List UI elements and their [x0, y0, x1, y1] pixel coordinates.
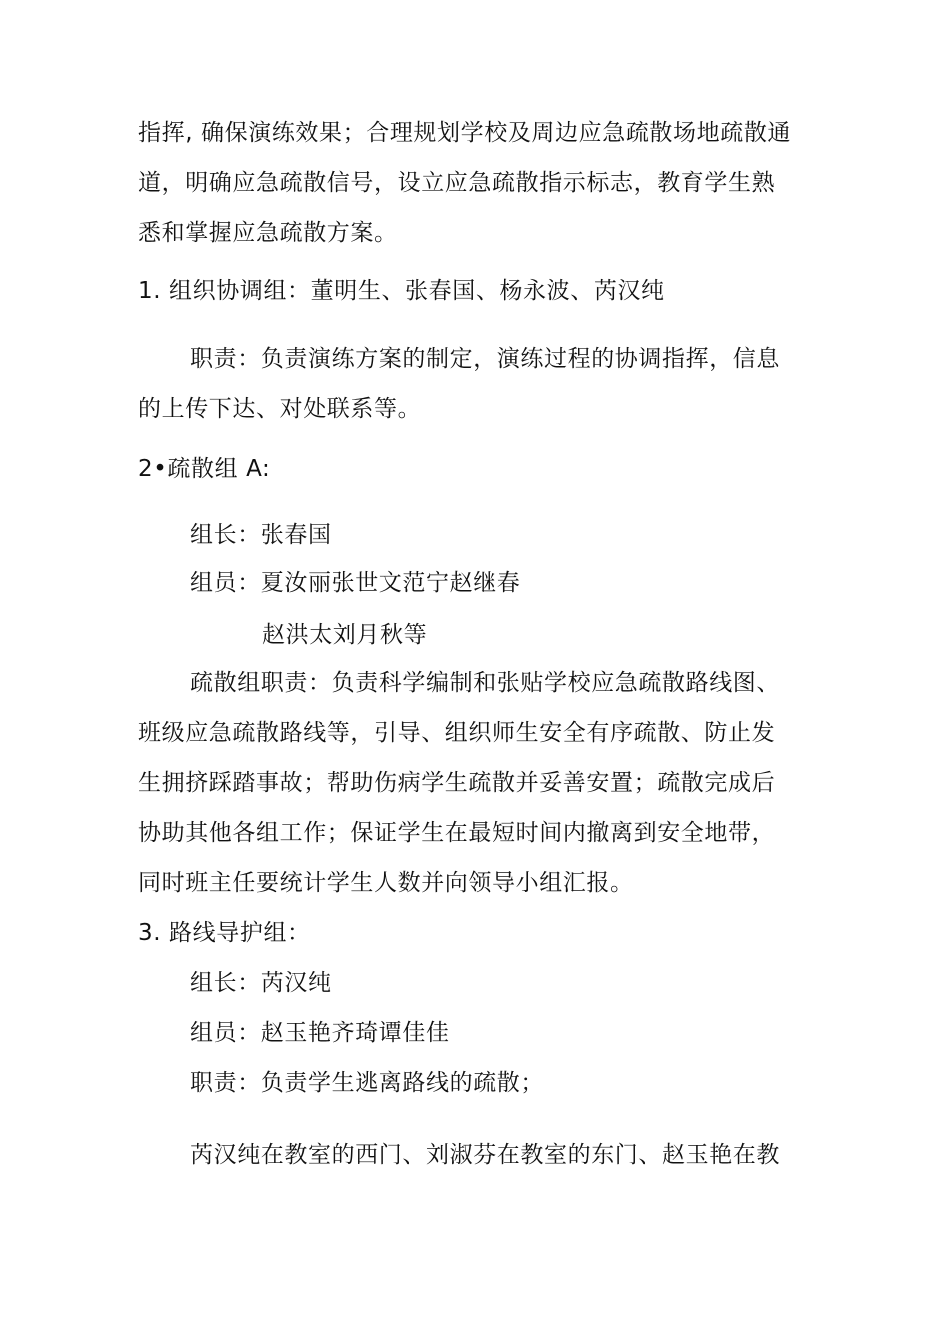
group-leader-line: 组长：张春国	[190, 522, 332, 548]
paragraph-line: 疏散组职责：负责科学编制和张贴学校应急疏散路线图、	[190, 670, 780, 696]
paragraph-line: 职责：负责演练方案的制定，演练过程的协调指挥，信息	[190, 346, 780, 372]
duty-line: 职责：负责学生逃离路线的疏散；	[190, 1070, 544, 1096]
paragraph-line: 生拥挤踩踏事故；帮助伤病学生疏散并妥善安置；疏散完成后	[138, 770, 776, 796]
section-heading-3: 3. 路线导护组：	[138, 920, 311, 946]
section-heading-2: 2•疏散组 A:	[138, 456, 271, 482]
paragraph-line: 芮汉纯在教室的西门、刘淑芬在教室的东门、赵玉艳在教	[190, 1142, 780, 1168]
paragraph-line: 班级应急疏散路线等，引导、组织师生安全有序疏散、防止发	[138, 720, 776, 746]
section-heading-1: 1. 组织协调组：董明生、张春国、杨永波、芮汉纯	[138, 278, 665, 304]
paragraph-line: 悉和掌握应急疏散方案。	[138, 220, 398, 246]
group-members-continued: 赵洪太刘月秋等	[262, 622, 428, 648]
paragraph-line: 的上传下达、对处联系等。	[138, 396, 422, 422]
paragraph-line: 指挥, 确保演练效果；合理规划学校及周边应急疏散场地疏散通	[138, 120, 792, 146]
paragraph-line: 同时班主任要统计学生人数并向领导小组汇报。	[138, 870, 634, 896]
group-members-line: 组员：赵玉艳齐琦谭佳佳	[190, 1020, 450, 1046]
group-leader-line: 组长：芮汉纯	[190, 970, 332, 996]
group-members-line: 组员：夏汝丽张世文范宁赵继春	[190, 570, 521, 596]
paragraph-line: 协助其他各组工作；保证学生在最短时间内撤离到安全地带，	[138, 820, 776, 846]
paragraph-line: 道，明确应急疏散信号，设立应急疏散指示标志，教育学生熟	[138, 170, 776, 196]
